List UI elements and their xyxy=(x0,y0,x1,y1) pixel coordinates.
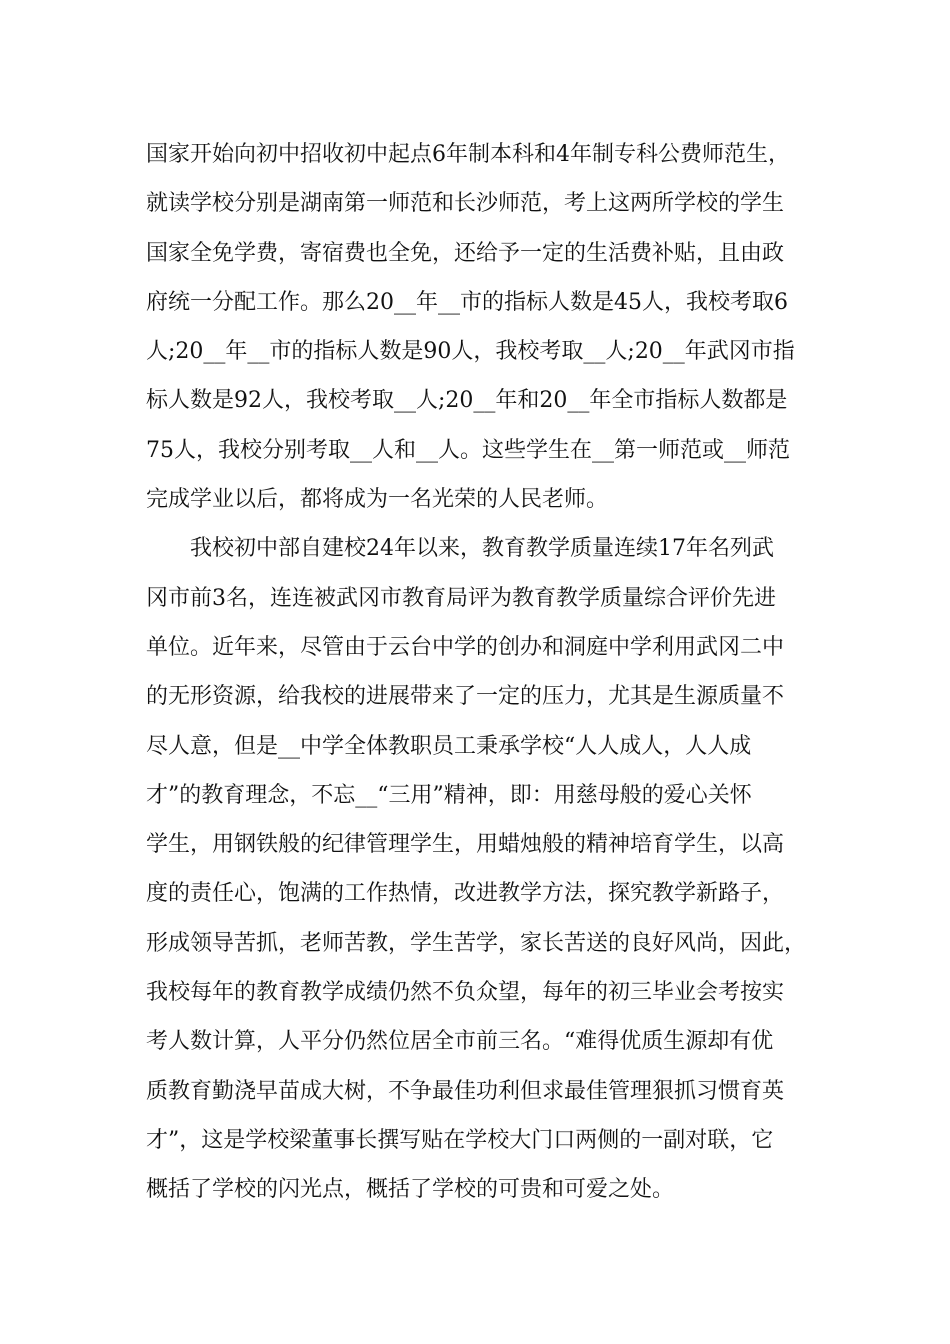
paragraph-2-line-13: 才”，这是学校梁董事长撰写贴在学校大门口两侧的一副对联，它 xyxy=(146,1127,774,1153)
paragraph-2-line-11: 考人数计算，人平分仍然位居全市前三名。“难得优质生源却有优 xyxy=(146,1029,774,1055)
paragraph-1-line-7: 75人，我校分别考取__人和__人。这些学生在__第一师范或__师范 xyxy=(146,437,790,463)
paragraph-2-line-10: 我校每年的教育教学成绩仍然不负众望，每年的初三毕业会考按实 xyxy=(146,980,785,1006)
paragraph-1-line-5: 人;20__年__市的指标人数是90人，我校考取__人;20__年武冈市指 xyxy=(146,339,795,365)
paragraph-2-line-2: 冈市前3名，连连被武冈市教育局评为教育教学质量综合评价先进 xyxy=(146,585,776,611)
paragraph-1-line-8: 完成学业以后，都将成为一名光荣的人民老师。 xyxy=(146,487,609,513)
paragraph-1-line-1: 国家开始向初中招收初中起点6年制本科和4年制专科公费师范生， xyxy=(146,142,790,167)
paragraph-1-line-2: 就读学校分别是湖南第一师范和长沙师范，考上这两所学校的学生 xyxy=(146,191,785,217)
paragraph-2-line-6: 才”的教育理念，不忘__“三用”精神，即：用慈母般的爱心关怀 xyxy=(146,782,752,808)
paragraph-2-line-3: 单位。近年来，尽管由于云台中学的创办和洞庭中学利用武冈二中 xyxy=(146,634,785,660)
paragraph-1-line-3: 国家全免学费，寄宿费也全免，还给予一定的生活费补贴，且由政 xyxy=(146,240,785,266)
paragraph-2-line-7: 学生，用钢铁般的纪律管理学生，用蜡烛般的精神培育学生，以高 xyxy=(146,832,785,858)
paragraph-2-line-4: 的无形资源，给我校的进展带来了一定的压力，尤其是生源质量不 xyxy=(146,684,785,710)
paragraph-2-line-9: 形成领导苦抓，老师苦教，学生苦学，家长苦送的良好风尚，因此， xyxy=(146,930,807,956)
paragraph-2-line-1: 我校初中部自建校24年以来，教育教学质量连续17年名列武 xyxy=(190,536,774,562)
paragraph-2-line-12: 质教育勤浇早苗成大树，不争最佳功利但求最佳管理狠抓习惯育英 xyxy=(146,1078,785,1104)
paragraph-2-line-8: 度的责任心，饱满的工作热情，改进教学方法，探究教学新路子， xyxy=(146,881,785,907)
document-body xyxy=(146,130,816,1215)
paragraph-2-line-14: 概括了学校的闪光点，概括了学校的可贵和可爱之处。 xyxy=(146,1177,675,1203)
paragraph-1-line-4: 府统一分配工作。那么20__年__市的指标人数是45人，我校考取6 xyxy=(146,289,788,315)
paragraph-2-line-5: 尽人意，但是__中学全体教职员工秉承学校“人人成人，人人成 xyxy=(146,733,752,759)
paragraph-1-line-6: 标人数是92人，我校考取__人;20__年和20__年全市指标人数都是 xyxy=(146,388,788,414)
